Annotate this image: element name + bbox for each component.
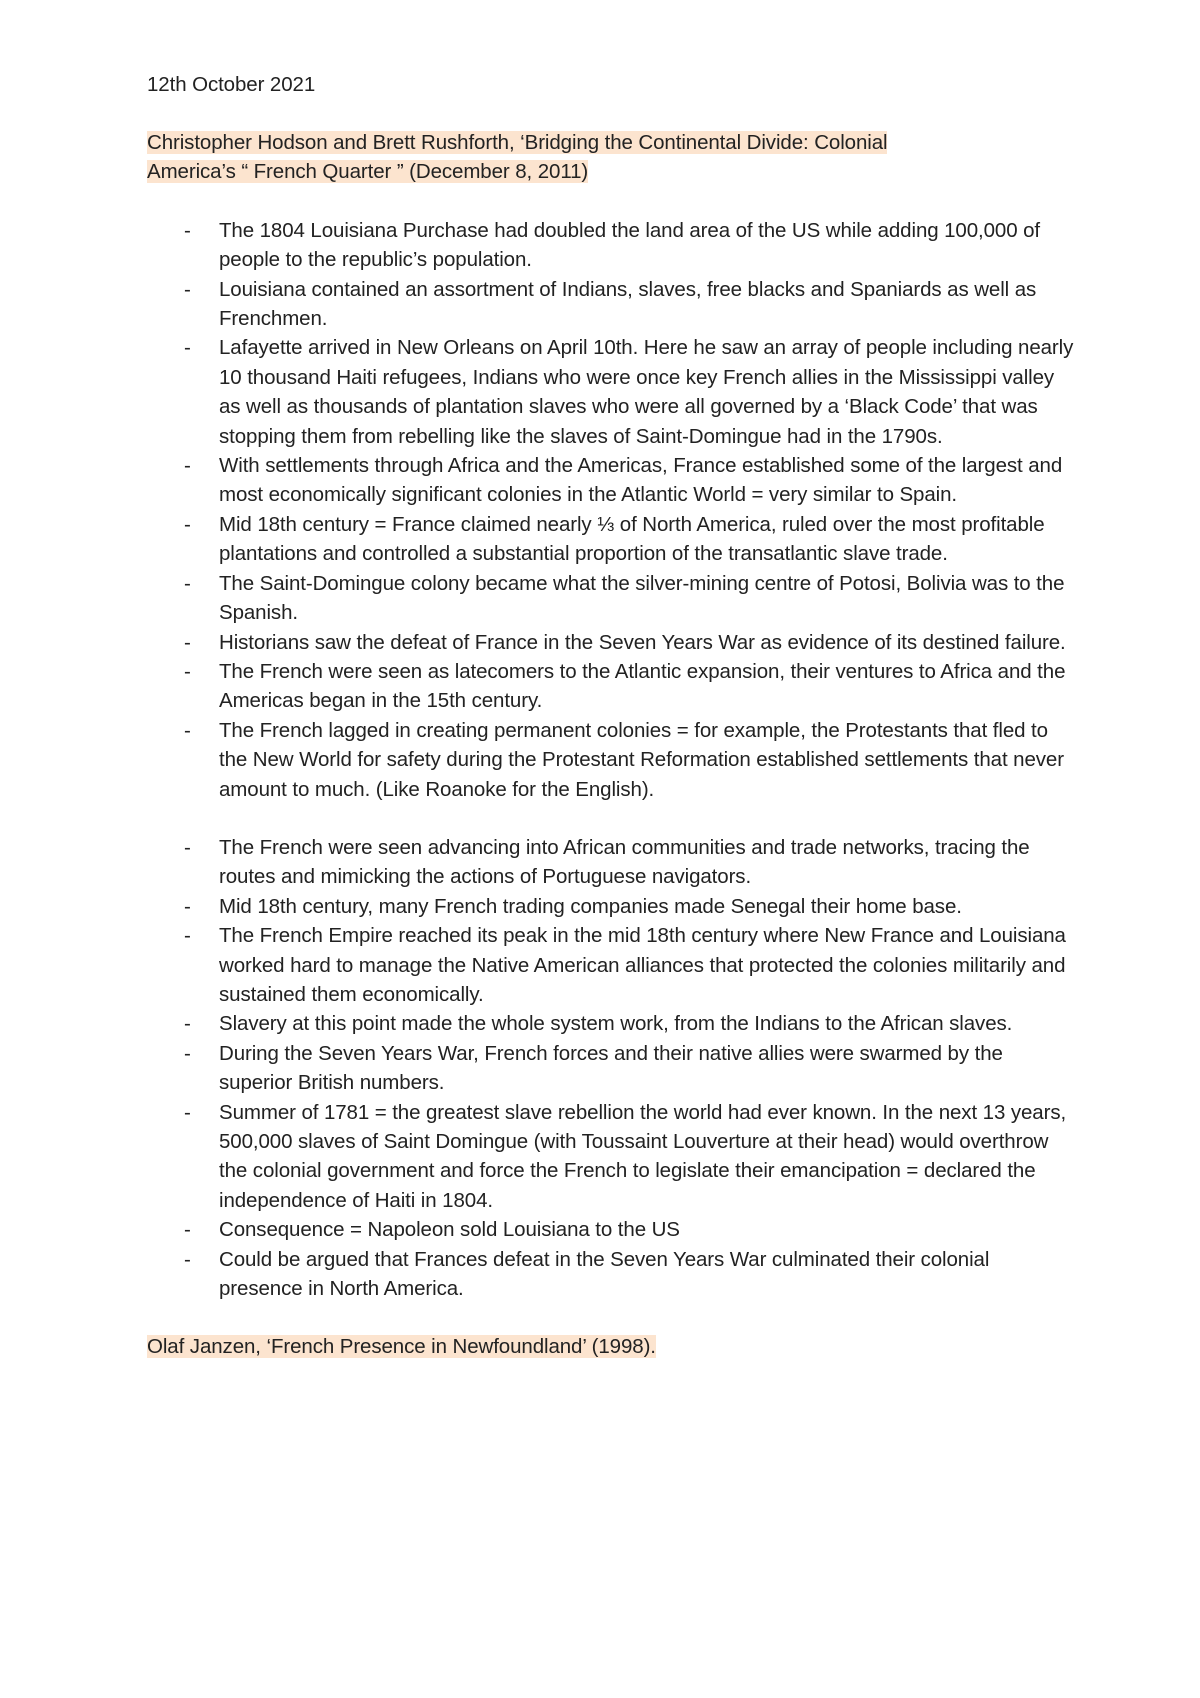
list-item-text: The French were seen advancing into African communities and trade networks, tracing the routes and mimicking the actions of Portuguese navigators. — [219, 835, 1030, 889]
list-item — [147, 657, 1077, 716]
bullet-dash: - — [184, 512, 191, 536]
heading-line-1: Christopher Hodson and Brett Rushforth, ‘Bridging the Continental Divide: Colonial — [147, 131, 888, 154]
list-item — [147, 569, 1077, 628]
list-item-text: The French were seen as latecomers to the Atlantic expansion, their ventures to Africa and the Americas began in the 15th century. — [219, 659, 1066, 713]
list-item — [147, 1009, 1077, 1038]
bullet-dash: - — [184, 336, 191, 360]
blank-line — [147, 99, 1077, 128]
bullet-dash: - — [184, 718, 191, 742]
list-item-text: Lafayette arrived in New Orleans on April 10th. Here he saw an array of people including nearly 10 thousand Haiti refugees, Indians who were once key French allies in the Mississippi valley as well as thousands of plantation slaves who were all governed by a ‘Black Code’ that was stopping them from rebelling like the slaves of Saint-Domingue had in the 1790s. — [219, 336, 1074, 448]
list-item — [147, 1039, 1077, 1098]
list-item — [147, 333, 1077, 451]
list-item-text: During the Seven Years War, French forces and their native allies were swarmed by the superior British numbers. — [219, 1041, 1003, 1095]
bullet-dash: - — [184, 277, 191, 301]
bullet-dash: - — [184, 1247, 191, 1271]
blank-line — [147, 1303, 1077, 1332]
bullet-dash: - — [184, 218, 191, 242]
document-date: 12th October 2021 — [147, 73, 316, 96]
blank-list-line — [147, 804, 1077, 833]
bullet-dash: - — [184, 630, 191, 654]
list-item — [147, 1215, 1077, 1244]
list-item — [147, 216, 1077, 275]
bullet-dash: - — [184, 835, 191, 859]
bullet-dash: - — [184, 571, 191, 595]
list-item-text: With settlements through Africa and the Americas, France established some of the largest and most economically significant colonies in the Atlantic World = very similar to Spain. — [219, 454, 1063, 507]
list-item-text: Historians saw the defeat of France in the Seven Years War as evidence of its destined failure. — [219, 630, 1066, 654]
bullet-dash: - — [184, 1012, 191, 1036]
list-item-text: Mid 18th century, many French trading companies made Senegal their home base. — [219, 894, 962, 918]
list-item — [147, 921, 1077, 1009]
list-item — [147, 275, 1077, 334]
bullet-dash: - — [184, 1218, 191, 1242]
list-item — [147, 628, 1077, 657]
list-item-text: Could be argued that Frances defeat in the Seven Years War culminated their colonial presence in North America. — [219, 1247, 990, 1301]
list-item-text: Summer of 1781 = the greatest slave rebellion the world had ever known. In the next 13 years, 500,000 slaves of Saint Domingue (with Toussaint Louverture at their head) would overthrow the colonial government and force the French to legislate their emancipation = declared the independence of Haiti in 1804. — [219, 1100, 1067, 1212]
section-heading-janzen — [147, 1332, 987, 1361]
list-item — [147, 892, 1077, 921]
bullet-dash: - — [184, 659, 191, 683]
bullet-dash: - — [184, 454, 191, 478]
bullet-dash: - — [184, 924, 191, 948]
list-item — [147, 1098, 1077, 1216]
list-item-text: The French lagged in creating permanent colonies = for example, the Protestants that fled to the New World for safety during the Protestant Reformation established settlements that never amount to much. (Like Roanoke for the English). — [219, 718, 1064, 801]
list-item-text: Mid 18th century = France claimed nearly ⅓ of North America, ruled over the most profitable plantations and controlled a substantial proportion of the transatlantic slave trade. — [219, 512, 1045, 566]
list-item-text: The 1804 Louisiana Purchase had doubled the land area of the US while adding 100,000 of people to the republic’s population. — [219, 218, 1041, 272]
list-item-text: Consequence = Napoleon sold Louisiana to the US — [219, 1218, 680, 1242]
heading-text: Olaf Janzen, ‘French Presence in Newfoundland’ (1998). — [147, 1335, 656, 1359]
document-page — [147, 70, 1077, 1362]
list-item — [147, 716, 1077, 804]
list-item — [147, 833, 1077, 892]
list-item-text: Slavery at this point made the whole system work, from the Indians to the African slaves. — [219, 1012, 1013, 1036]
list-item-text: The French Empire reached its peak in the mid 18th century where New France and Louisiana worked hard to manage the Native American alliances that protected the colonies militarily and sustained them economically. — [219, 924, 1066, 1006]
list-item-text: The Saint-Domingue colony became what the silver-mining centre of Potosi, Bolivia was to the Spanish. — [219, 571, 1065, 625]
list-item-text: Louisiana contained an assortment of Indians, slaves, free blacks and Spaniards as well as Frenchmen. — [219, 277, 1037, 331]
heading-line-2: America’s “ French Quarter ” (December 8, 2011) — [147, 160, 589, 184]
list-item — [147, 510, 1077, 569]
list-item — [147, 1245, 1077, 1304]
list-item — [147, 451, 1077, 510]
bullet-dash: - — [184, 1100, 191, 1124]
blank-line — [147, 187, 1077, 216]
bullet-dash: - — [184, 894, 191, 918]
notes-list — [147, 216, 1077, 1304]
bullet-dash: - — [184, 1041, 191, 1065]
section-heading-hodson-rushforth — [147, 128, 987, 187]
